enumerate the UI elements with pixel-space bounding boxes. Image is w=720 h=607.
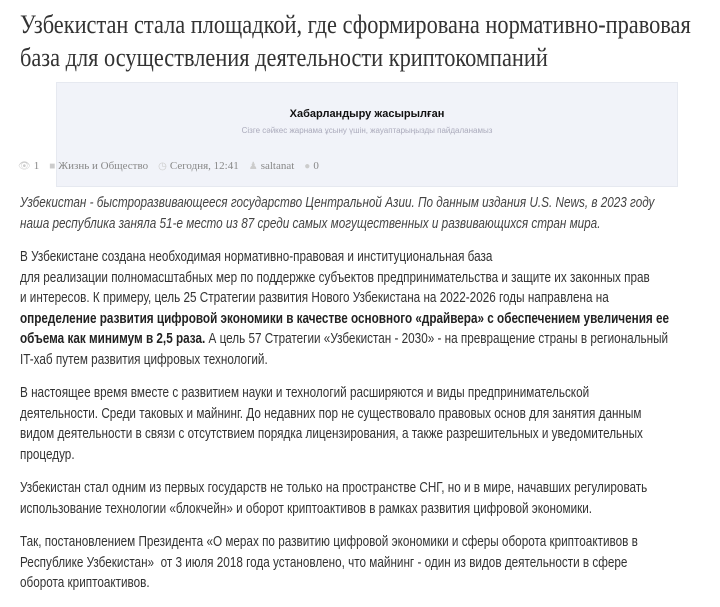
text-line: А цель 57 Стратегии «Узбекистан - 2030» - на превращение страны в региональный [205,331,669,347]
title-line: база для осуществления деятельности криптокомпаний [20,43,548,72]
text-line: оборота криптоактивов. [20,575,150,591]
comments-count: 0 [313,160,319,172]
text-line: использование технологии «блокчейн» и оборот криптоактивов в рамках развития цифровой экономики. [20,500,593,517]
text-line: процедур. [20,446,75,463]
text-line: Узбекистан стал одним из первых государств не только на пространстве СНГ, но и в мире, начавших регулировать [20,480,648,496]
text-line: наша республика заняла 51-е место из 87 среди самых могущественных и развивающихся стран мира. [20,215,601,232]
comments-link[interactable] [304,160,319,172]
title-line: Узбекистан стала площадкой, где сформирована нормативно-правовая [20,10,691,39]
text-line: Так, постановлением Президента «О мерах по развитию цифровой экономики и сферы оборота криптоактивов в [20,534,638,550]
bold-text: объема как минимум в 2,5 раза. [20,331,206,347]
article-paragraph [20,478,701,519]
text-line: для реализации полномасштабных мер по поддержке субъектов предпринимательства и защите их законных прав [20,269,650,286]
text-line: Узбекистан - быстроразвивающееся государство Центральной Азии. По данным издания U.S. News, в 2023 году [20,195,655,211]
text-line: IT-хаб путем развития цифровых технологий. [20,351,268,368]
text-line: и интересов. К примеру, цель 25 Стратегии развития Нового Узбекистана на 2022-2026 годы направлена на [20,290,609,306]
ad-heading: Хабарландыру жасырылған [289,108,445,120]
category-label: Жизнь и Общество [58,160,149,172]
clock-icon: ◷ [158,160,167,172]
comment-icon: ● [304,160,311,172]
post-date: Сегодня, 12:41 [169,160,239,172]
category-link[interactable] [49,160,148,172]
text-line: В настоящее время вместе с развитием науки и технологий расширяются и виды предпринимательской [20,385,590,401]
text-line: В Узбекистане создана необходимая нормативно-правовая и институциональная база [20,249,493,265]
eye-icon: 👁 [18,160,31,172]
ad-subtext: Сізге сәйкес жарнама ұсыну үшін, жауаптарыңызды пайдаланамыз [241,126,493,135]
article-lead [20,193,701,234]
article-paragraph [20,383,701,465]
author-name: saltanat [260,160,295,172]
text-line: деятельности. Среди таковых и майнинг. До недавних пор не существовало правовых основ для занятия данным [20,405,642,422]
folder-icon: ■ [49,160,56,172]
text-line: видом деятельности в связи с отсутствием порядка лицензирования, а также разрешительных и уведомительных [20,426,643,442]
views-count: 1 [33,160,40,172]
author-link[interactable] [249,160,295,172]
article-paragraph [20,247,701,370]
bold-text: определение развития цифровой экономики в качестве основного «драйвера» с обеспечением увеличения ее [20,310,670,327]
article-paragraph [20,532,701,594]
text-line: Республике Узбекистан» от 3 июля 2018 года установлено, что майнинг - один из видов деятельности в сфере [20,554,628,571]
article-meta [18,160,323,172]
article-title [20,8,720,74]
article-body [20,193,701,607]
user-icon: ♟ [248,160,258,172]
